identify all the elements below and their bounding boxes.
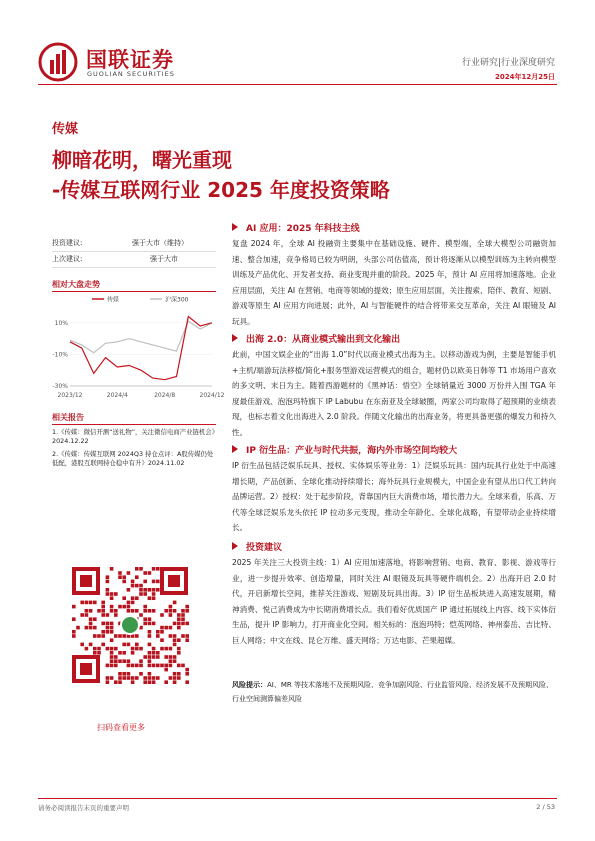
qr-module [131,647,135,651]
qr-module [85,609,89,613]
qr-module [127,588,131,592]
qr-module [118,571,122,575]
qr-module [177,664,181,668]
section-paragraph-ip: IP 衍生品包括泛娱乐玩具、授权、实体娱乐等业务：1）泛娱乐玩具：国内玩具行业处于中高速增长期，产品创新、全球化推动持续增长；海外玩具行业规模大，中国企业有望从出口代工转向品牌运营。2）授权：处于起步阶段，背靠国内巨大消费市场，增长潜力大。全球来看，乐高、万代等全球泛娱乐龙头依托 IP 拉动多元变现，推动全年龄化、全球化战略，有望带动企业持续增长。 [232,461,556,532]
qr-module [118,634,122,638]
qr-module [89,617,93,621]
series-line-media [70,317,212,380]
qr-module [101,634,105,638]
qr-module [114,634,118,638]
qr-module [173,601,177,605]
qr-module [177,647,181,651]
qr-module [97,634,101,638]
qr-module [164,626,168,630]
qr-module [152,647,156,651]
qr-module [114,592,118,596]
qr-module [139,588,143,592]
qr-module [143,588,147,592]
qr-module [106,622,110,626]
section-paragraph-overseas: 此前，中国文娱企业的“出海 1.0”时代以商业模式出海为主。以移动游戏为例，主要是智能手机+主机/端游玩法移植/简化+服务型游戏运营模式的组合，题材仍以欧美日韩等 T1 市场用户喜欢的多文明、末日为主。随着西游题材的《黑神话：悟空》全球销量近 3000 万份并入围 TGA 年度最佳游戏、泡泡玛特旗下 IP Labubu 在东南亚及全球破圈，两家公司均取得了超预期的业绩表现，也标志着文化出海进入 2.0 阶段。伴随文化输出的出海业务，将更具备更强的爆发力和持久性。 [232,350,556,437]
qr-module [89,601,93,605]
triangle-bullet-icon [232,334,238,342]
qr-module [89,609,93,613]
qr-module [118,651,122,655]
qr-module [110,567,114,571]
qr-module [164,668,168,672]
qr-module [169,609,173,613]
page-number: 2 / 53 [536,803,555,811]
qr-module [148,655,152,659]
qr-module [85,626,89,630]
qr-module [156,664,160,668]
qr-module [152,592,156,596]
qr-module [114,647,118,651]
qr-module [181,634,185,638]
qr-module [152,596,156,600]
qr-module [127,609,131,613]
qr-module [135,584,139,588]
qr-module [110,651,114,655]
qr-module [114,655,118,659]
qr-module [139,584,143,588]
qr-module [139,567,143,571]
qr-module [89,626,93,630]
y-tick-label: -30% [52,383,68,390]
section-paragraph-ai: 复盘 2024 年，全球 AI 投融资主要集中在基础设施、硬件、模型端，全球大模型公司融资加速、整合加速，竞争格局已较为明朗，头部公司估值高，预计将逐渐从以模型训练为主转向模型训练及产品优化、开发者支持、商业变现并重的阶段。2025 年，预计 AI 应用将加速落地。企业应用层面，关注 AI 在营销、电商等领域的提效；原生应用层面，关注搜索、陪伴、教育、短剧、游戏等原生 AI 应用方向进展；此外，AI 与智能硬件的结合将带来交互革命，关注 AI 眼镜及 AI 玩具。 [232,239,556,326]
qr-module [135,643,139,647]
qr-module [131,680,135,684]
qr-module [181,617,185,621]
prev-rating-value: 强于大市 [150,255,178,263]
qr-module [131,580,135,584]
qr-module [101,613,105,617]
risk-warning [232,678,556,706]
qr-module [106,580,110,584]
qr-module [177,617,181,621]
section-heading-investment: 投资建议 [232,540,282,553]
qr-module [72,617,76,621]
qr-module [177,638,181,642]
qr-module [164,647,168,651]
qr-module [127,672,131,676]
qr-module [160,664,164,668]
prev-rating-divider [52,267,216,268]
y-tick-label: 10% [54,319,68,327]
qr-module [93,626,97,630]
series-line-csi300 [70,321,212,353]
qr-module [152,588,156,592]
qr-module [173,676,177,680]
qr-module [169,613,173,617]
qr-module [110,622,114,626]
qr-module [114,664,118,668]
qr-code-icon[interactable] [68,563,192,687]
qr-module [169,655,173,659]
qr-module [156,634,160,638]
qr-module [139,647,143,651]
qr-module [152,622,156,626]
qr-module [177,613,181,617]
qr-module [110,592,114,596]
qr-module [110,630,114,634]
qr-module [106,647,110,651]
qr-module [76,626,80,630]
qr-module [181,609,185,613]
guolian-logo-icon [38,42,78,82]
qr-module [139,664,143,668]
qr-module [110,626,114,630]
qr-module [122,672,126,676]
qr-module [148,664,152,668]
qr-module [101,609,105,613]
related-reports-heading: 相关报告 [52,413,84,422]
qr-module [135,664,139,668]
qr-module [106,626,110,630]
qr-module [185,609,189,613]
qr-module [181,613,185,617]
qr-module [164,655,168,659]
sector-label: 传媒 [52,122,79,137]
section-heading-ai: AI 应用：2025 年科技主线 [232,221,360,234]
qr-module [152,609,156,613]
qr-module [143,617,147,621]
qr-module [143,622,147,626]
x-tick-label: 2024/4 [106,392,128,399]
chart-heading-divider [52,291,216,292]
qr-module [135,634,139,638]
qr-module [185,634,189,638]
qr-module [135,567,139,571]
footer-divider [38,798,557,799]
qr-module [177,672,181,676]
qr-module [185,605,189,609]
qr-module [106,613,110,617]
qr-module [169,676,173,680]
brand-name-cn: 国联证券 [86,48,174,72]
triangle-bullet-icon [232,542,238,550]
qr-module [152,580,156,584]
qr-module [160,638,164,642]
qr-module [127,601,131,605]
qr-module [122,676,126,680]
prev-rating-label: 上次建议: [52,255,83,263]
qr-module [152,680,156,684]
qr-module [164,664,168,668]
chart-heading: 相对大盘走势 [52,280,100,289]
qr-module [110,609,114,613]
risk-text: AI、MR 等技术落地不及预期风险、竞争加剧风险、行业监管风险、经济发展不及预期风险、行业空间测算偏差风险 [232,681,553,703]
qr-module [106,664,110,668]
related-report-item[interactable]: 2.《传媒：传媒互联网 2024Q3 持仓点评：A股传媒仍处低配，港股互联网持仓稳中有升》2024.11.02 [52,450,214,467]
qr-module [169,647,173,651]
qr-module [177,626,181,630]
qr-module [131,651,135,655]
qr-module [177,622,181,626]
qr-module [143,592,147,596]
qr-module [169,664,173,668]
qr-module [173,634,177,638]
qr-module [148,676,152,680]
qr-module [143,580,147,584]
section-heading-ip: IP 衍生品：产业与时代共振，海内外市场空间均较大 [232,443,457,456]
scan-qr-text: 扫码查看更多 [97,723,145,732]
qr-module [135,647,139,651]
triangle-bullet-icon [232,223,238,231]
qr-module [122,643,126,647]
qr-module [93,647,97,651]
risk-label: 风险提示： [232,681,267,689]
qr-module [156,567,160,571]
qr-module [169,634,173,638]
qr-module [131,676,135,680]
qr-module [110,676,114,680]
qr-module [156,630,160,634]
x-tick-label: 2023/12 [57,392,83,399]
chart-legend [92,296,189,304]
qr-module [152,664,156,668]
qr-module [148,659,152,663]
qr-module [118,672,122,676]
qr-module [80,613,84,617]
qr-module [148,571,152,575]
brand-name-en: GUOLIAN SECURITIES [87,70,175,78]
qr-module [89,643,93,647]
related-heading-divider [52,424,216,425]
qr-module [173,622,177,626]
qr-module [143,609,147,613]
qr-module [127,605,131,609]
qr-module [139,592,143,596]
qr-module [122,651,126,655]
qr-module [93,651,97,655]
legend-label: 沪深300 [165,296,189,304]
qr-module [185,622,189,626]
qr-module [156,580,160,584]
qr-module [173,672,177,676]
qr-module [160,647,164,651]
qr-module [122,659,126,663]
qr-module [110,638,114,642]
qr-module [122,605,126,609]
qr-module [122,634,126,638]
qr-module [118,659,122,663]
qr-module [118,680,122,684]
qr-module [122,580,126,584]
qr-module [101,622,105,626]
qr-module [131,609,135,613]
section-heading-overseas: 出海 2.0：从商业模式输出到文化输出 [232,332,400,345]
related-report-item[interactable]: 1.《传媒：微信开测“送礼物”，关注微信电商产业链机会》2024.12.22 [52,428,215,445]
qr-module [131,601,135,605]
qr-module [177,676,181,680]
qr-module [106,676,110,680]
qr-module [164,680,168,684]
qr-module [93,617,97,621]
qr-module [106,592,110,596]
qr-module [143,571,147,575]
qr-module [101,630,105,634]
qr-module [93,634,97,638]
qr-module [148,651,152,655]
qr-module [110,647,114,651]
qr-module [101,643,105,647]
qr-module [135,596,139,600]
qr-module [97,647,101,651]
qr-module [72,630,76,634]
qr-module [85,613,89,617]
qr-module [173,680,177,684]
qr-module [148,609,152,613]
qr-module [72,605,76,609]
qr-module [152,651,156,655]
qr-module [110,596,114,600]
qr-module [131,664,135,668]
rating-value: 强于大市（维持） [132,239,188,247]
qr-module [160,626,164,630]
header-divider [38,84,557,85]
qr-module [114,613,118,617]
report-title-line2: -传媒互联网行业 2025 年度投资策略 [52,178,390,202]
qr-module [114,659,118,663]
qr-module [85,601,89,605]
rating-label: 投资建议: [52,239,83,247]
qr-module [135,575,139,579]
qr-module [139,672,143,676]
qr-module [127,676,131,680]
qr-module [156,651,160,655]
qr-module [156,676,160,680]
report-title-line1: 柳暗花明，曙光重现 [52,148,232,172]
qr-module [148,634,152,638]
qr-module [160,630,164,634]
footer-disclaimer: 请务必阅读报告末页的重要声明 [38,804,129,812]
relative-performance-chart [52,293,225,400]
qr-module [110,664,114,668]
qr-module [93,601,97,605]
triangle-bullet-icon [232,445,238,453]
qr-module [152,655,156,659]
qr-module [131,596,135,600]
qr-module [181,664,185,668]
qr-module [106,575,110,579]
qr-module [135,676,139,680]
qr-module [185,668,189,672]
qr-module [164,609,168,613]
qr-module [106,630,110,634]
qr-module [80,643,84,647]
qr-module [143,676,147,680]
qr-module [143,655,147,659]
qr-module [114,680,118,684]
qr-module [106,588,110,592]
qr-module [110,659,114,663]
qr-module [152,676,156,680]
qr-module [148,596,152,600]
qr-module [97,609,101,613]
qr-module [173,655,177,659]
qr-module [156,588,160,592]
qr-module [139,659,143,663]
qr-module [148,672,152,676]
qr-module [156,655,160,659]
qr-module [85,647,89,651]
qr-module [97,651,101,655]
qr-module [101,605,105,609]
section-paragraph-investment: 2025 年关注三大投资主线：1）AI 应用加速落地，将影响营销、电商、教育、影视、游戏等行业，进一步提升效率、创造增量，同时关注 AI 眼镜及玩具等硬件端机会。2）出海开启 2.0 时代，开启新增长空间，推荐关注游戏、短剧及玩具出海。3）IP 衍生品板块进入高速发展期，精神消费、悦己消费成为中长期消费增长点。我们看好优质国产 IP 通过拓展线上内容、线下实体衍生品，提升 IP 影响力，打开商业化空间。相关标的：泡泡玛特；恺英网络、神州泰岳、吉比特、巨人网络；中文在线、昆仑万维、盛天网络；万达电影、芒果超媒。 [232,558,556,645]
qr-module [122,575,126,579]
qr-module [101,601,105,605]
qr-module [173,609,177,613]
qr-module [110,655,114,659]
qr-module [181,622,185,626]
qr-module [185,672,189,676]
qr-module [118,575,122,579]
rating-divider [52,251,216,252]
qr-module [173,638,177,642]
qr-module [148,617,152,621]
qr-module [106,680,110,684]
qr-module [148,643,152,647]
report-date: 2024年12月25日 [495,73,555,81]
qr-module [127,643,131,647]
qr-module [89,622,93,626]
qr-module [135,609,139,613]
qr-module [110,605,114,609]
legend-label: 传媒 [107,296,120,304]
qr-module [148,630,152,634]
qr-module [72,634,76,638]
qr-module [143,680,147,684]
qr-module [152,567,156,571]
qr-module [169,626,173,630]
qr-module [148,622,152,626]
qr-module [114,609,118,613]
qr-module [127,664,131,668]
qr-module [122,596,126,600]
qr-module [143,605,147,609]
qr-module [127,659,131,663]
qr-module [169,659,173,663]
qr-module [173,643,177,647]
qr-module [80,601,84,605]
qr-module [148,680,152,684]
qr-module [160,613,164,617]
qr-module [118,605,122,609]
x-tick-label: 2024/8 [154,392,176,399]
qr-module [185,680,189,684]
qr-module [169,605,173,609]
report-type: 行业研究|行业深度研究 [461,58,555,68]
qr-module [131,584,135,588]
qr-module [148,588,152,592]
x-tick-label: 2024/12 [199,392,225,399]
qr-module [185,638,189,642]
qr-module [177,651,181,655]
qr-module [139,613,143,617]
y-tick-label: -10% [52,351,68,359]
qr-module [118,676,122,680]
qr-module [127,571,131,575]
qr-module [173,659,177,663]
